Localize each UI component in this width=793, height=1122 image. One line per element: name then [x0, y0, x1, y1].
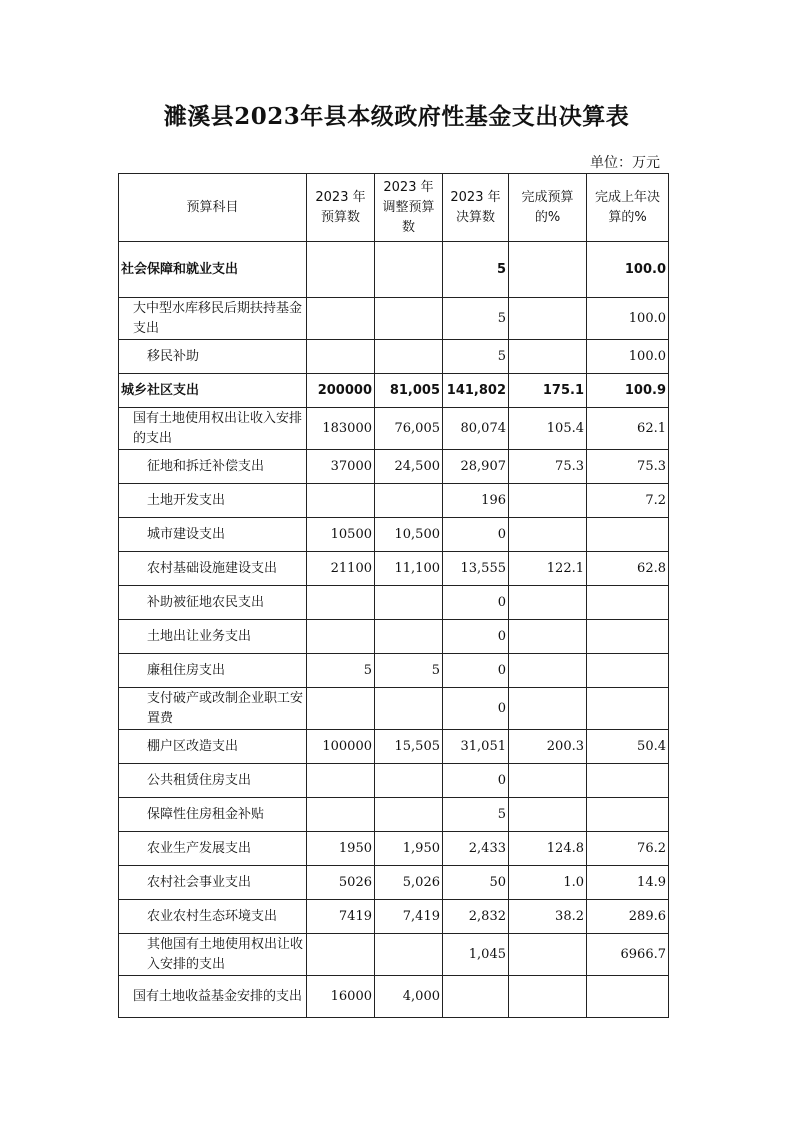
subject-cell: 大中型水库移民后期扶持基金支出 — [119, 298, 307, 340]
subject-cell: 农业农村生态环境支出 — [119, 900, 307, 934]
adjusted-cell: 5,026 — [375, 866, 443, 900]
subject-cell: 保障性住房租金补贴 — [119, 798, 307, 832]
pct-budget-cell — [509, 798, 587, 832]
table-row — [119, 450, 669, 484]
pct-budget-cell — [509, 518, 587, 552]
table-row — [119, 484, 669, 518]
budget-cell — [307, 484, 375, 518]
final-cell: 5 — [443, 340, 509, 374]
header-final: 2023 年决算数 — [443, 174, 509, 242]
table-row — [119, 900, 669, 934]
adjusted-cell — [375, 484, 443, 518]
subject-cell: 农村基础设施建设支出 — [119, 552, 307, 586]
pct-prev-cell: 100.9 — [587, 374, 669, 408]
budget-cell: 100000 — [307, 730, 375, 764]
table-row — [119, 586, 669, 620]
subject-cell: 城市建设支出 — [119, 518, 307, 552]
pct-prev-cell: 7.2 — [587, 484, 669, 518]
table-header-row — [119, 174, 669, 242]
final-cell: 5 — [443, 242, 509, 298]
final-cell: 5 — [443, 798, 509, 832]
pct-budget-cell: 105.4 — [509, 408, 587, 450]
subject-cell: 城乡社区支出 — [119, 374, 307, 408]
pct-budget-cell — [509, 654, 587, 688]
pct-prev-cell: 289.6 — [587, 900, 669, 934]
budget-cell: 200000 — [307, 374, 375, 408]
final-cell: 2,433 — [443, 832, 509, 866]
subject-cell: 其他国有土地使用权出让收入安排的支出 — [119, 934, 307, 976]
table-row — [119, 298, 669, 340]
subject-cell: 农业生产发展支出 — [119, 832, 307, 866]
unit-label: 单位：万元 — [590, 155, 660, 171]
final-cell: 2,832 — [443, 900, 509, 934]
table-row — [119, 620, 669, 654]
subject-cell: 支付破产或改制企业职工安置费 — [119, 688, 307, 730]
adjusted-cell: 10,500 — [375, 518, 443, 552]
header-budget: 2023 年预算数 — [307, 174, 375, 242]
pct-prev-cell — [587, 620, 669, 654]
final-cell: 0 — [443, 764, 509, 798]
table-row — [119, 518, 669, 552]
budget-cell — [307, 764, 375, 798]
subject-cell: 社会保障和就业支出 — [119, 242, 307, 298]
final-cell: 0 — [443, 620, 509, 654]
table-row — [119, 764, 669, 798]
adjusted-cell: 1,950 — [375, 832, 443, 866]
subject-cell: 国有土地使用权出让收入安排的支出 — [119, 408, 307, 450]
table-row — [119, 798, 669, 832]
final-cell: 1,045 — [443, 934, 509, 976]
subject-cell: 补助被征地农民支出 — [119, 586, 307, 620]
subject-cell: 公共租赁住房支出 — [119, 764, 307, 798]
pct-budget-cell: 175.1 — [509, 374, 587, 408]
budget-cell — [307, 934, 375, 976]
final-cell: 5 — [443, 298, 509, 340]
table-row — [119, 552, 669, 586]
budget-cell — [307, 586, 375, 620]
pct-budget-cell — [509, 688, 587, 730]
final-cell: 80,074 — [443, 408, 509, 450]
pct-prev-cell: 50.4 — [587, 730, 669, 764]
pct-budget-cell — [509, 242, 587, 298]
pct-budget-cell: 122.1 — [509, 552, 587, 586]
budget-cell — [307, 298, 375, 340]
final-cell: 0 — [443, 586, 509, 620]
budget-cell: 16000 — [307, 976, 375, 1018]
pct-prev-cell: 6966.7 — [587, 934, 669, 976]
pct-prev-cell — [587, 688, 669, 730]
pct-budget-cell — [509, 484, 587, 518]
final-cell: 50 — [443, 866, 509, 900]
table-row — [119, 242, 669, 298]
adjusted-cell: 15,505 — [375, 730, 443, 764]
header-adjusted: 2023 年调整预算数 — [375, 174, 443, 242]
pct-budget-cell — [509, 976, 587, 1018]
pct-prev-cell: 100.0 — [587, 242, 669, 298]
budget-cell — [307, 620, 375, 654]
budget-cell: 183000 — [307, 408, 375, 450]
subject-cell: 土地出让业务支出 — [119, 620, 307, 654]
budget-cell — [307, 798, 375, 832]
final-cell: 196 — [443, 484, 509, 518]
budget-cell: 37000 — [307, 450, 375, 484]
pct-budget-cell: 75.3 — [509, 450, 587, 484]
adjusted-cell — [375, 620, 443, 654]
table-row — [119, 408, 669, 450]
adjusted-cell — [375, 688, 443, 730]
table-row — [119, 340, 669, 374]
header-pct-budget: 完成预算的% — [509, 174, 587, 242]
adjusted-cell: 76,005 — [375, 408, 443, 450]
table-row — [119, 730, 669, 764]
pct-budget-cell — [509, 620, 587, 654]
subject-cell: 农村社会事业支出 — [119, 866, 307, 900]
subject-cell: 土地开发支出 — [119, 484, 307, 518]
pct-prev-cell — [587, 586, 669, 620]
budget-cell: 21100 — [307, 552, 375, 586]
table-row — [119, 654, 669, 688]
pct-prev-cell — [587, 654, 669, 688]
pct-budget-cell — [509, 934, 587, 976]
pct-prev-cell: 76.2 — [587, 832, 669, 866]
final-cell: 0 — [443, 654, 509, 688]
pct-budget-cell — [509, 340, 587, 374]
adjusted-cell: 7,419 — [375, 900, 443, 934]
budget-cell: 1950 — [307, 832, 375, 866]
subject-cell: 移民补助 — [119, 340, 307, 374]
budget-cell: 5026 — [307, 866, 375, 900]
budget-cell: 5 — [307, 654, 375, 688]
pct-budget-cell: 124.8 — [509, 832, 587, 866]
table-row — [119, 688, 669, 730]
pct-budget-cell — [509, 298, 587, 340]
subject-cell: 廉租住房支出 — [119, 654, 307, 688]
pct-prev-cell: 100.0 — [587, 340, 669, 374]
header-pct-prev: 完成上年决算的% — [587, 174, 669, 242]
budget-cell — [307, 688, 375, 730]
pct-prev-cell — [587, 764, 669, 798]
header-subject: 预算科目 — [119, 174, 307, 242]
adjusted-cell: 5 — [375, 654, 443, 688]
table-row — [119, 976, 669, 1018]
pct-prev-cell: 14.9 — [587, 866, 669, 900]
final-cell: 0 — [443, 688, 509, 730]
adjusted-cell — [375, 764, 443, 798]
final-cell: 141,802 — [443, 374, 509, 408]
final-cell: 0 — [443, 518, 509, 552]
adjusted-cell — [375, 242, 443, 298]
pct-budget-cell: 200.3 — [509, 730, 587, 764]
table-row — [119, 832, 669, 866]
subject-cell: 国有土地收益基金安排的支出 — [119, 976, 307, 1018]
pct-budget-cell: 38.2 — [509, 900, 587, 934]
budget-cell — [307, 340, 375, 374]
pct-prev-cell — [587, 798, 669, 832]
budget-cell: 10500 — [307, 518, 375, 552]
adjusted-cell — [375, 586, 443, 620]
page-title: 濉溪县2023年县本级政府性基金支出决算表 — [163, 103, 630, 130]
pct-budget-cell — [509, 586, 587, 620]
table-row — [119, 866, 669, 900]
pct-prev-cell — [587, 976, 669, 1018]
final-cell: 28,907 — [443, 450, 509, 484]
pct-prev-cell: 62.1 — [587, 408, 669, 450]
adjusted-cell: 4,000 — [375, 976, 443, 1018]
pct-budget-cell: 1.0 — [509, 866, 587, 900]
pct-budget-cell — [509, 764, 587, 798]
adjusted-cell — [375, 798, 443, 832]
budget-cell — [307, 242, 375, 298]
pct-prev-cell: 75.3 — [587, 450, 669, 484]
adjusted-cell — [375, 340, 443, 374]
adjusted-cell — [375, 298, 443, 340]
budget-table — [118, 173, 669, 1018]
subject-cell: 征地和拆迁补偿支出 — [119, 450, 307, 484]
budget-cell: 7419 — [307, 900, 375, 934]
adjusted-cell: 24,500 — [375, 450, 443, 484]
pct-prev-cell — [587, 518, 669, 552]
subject-cell: 棚户区改造支出 — [119, 730, 307, 764]
adjusted-cell: 11,100 — [375, 552, 443, 586]
final-cell: 31,051 — [443, 730, 509, 764]
pct-prev-cell: 62.8 — [587, 552, 669, 586]
adjusted-cell — [375, 934, 443, 976]
final-cell: 13,555 — [443, 552, 509, 586]
final-cell — [443, 976, 509, 1018]
table-row — [119, 934, 669, 976]
table-row — [119, 374, 669, 408]
pct-prev-cell: 100.0 — [587, 298, 669, 340]
adjusted-cell: 81,005 — [375, 374, 443, 408]
